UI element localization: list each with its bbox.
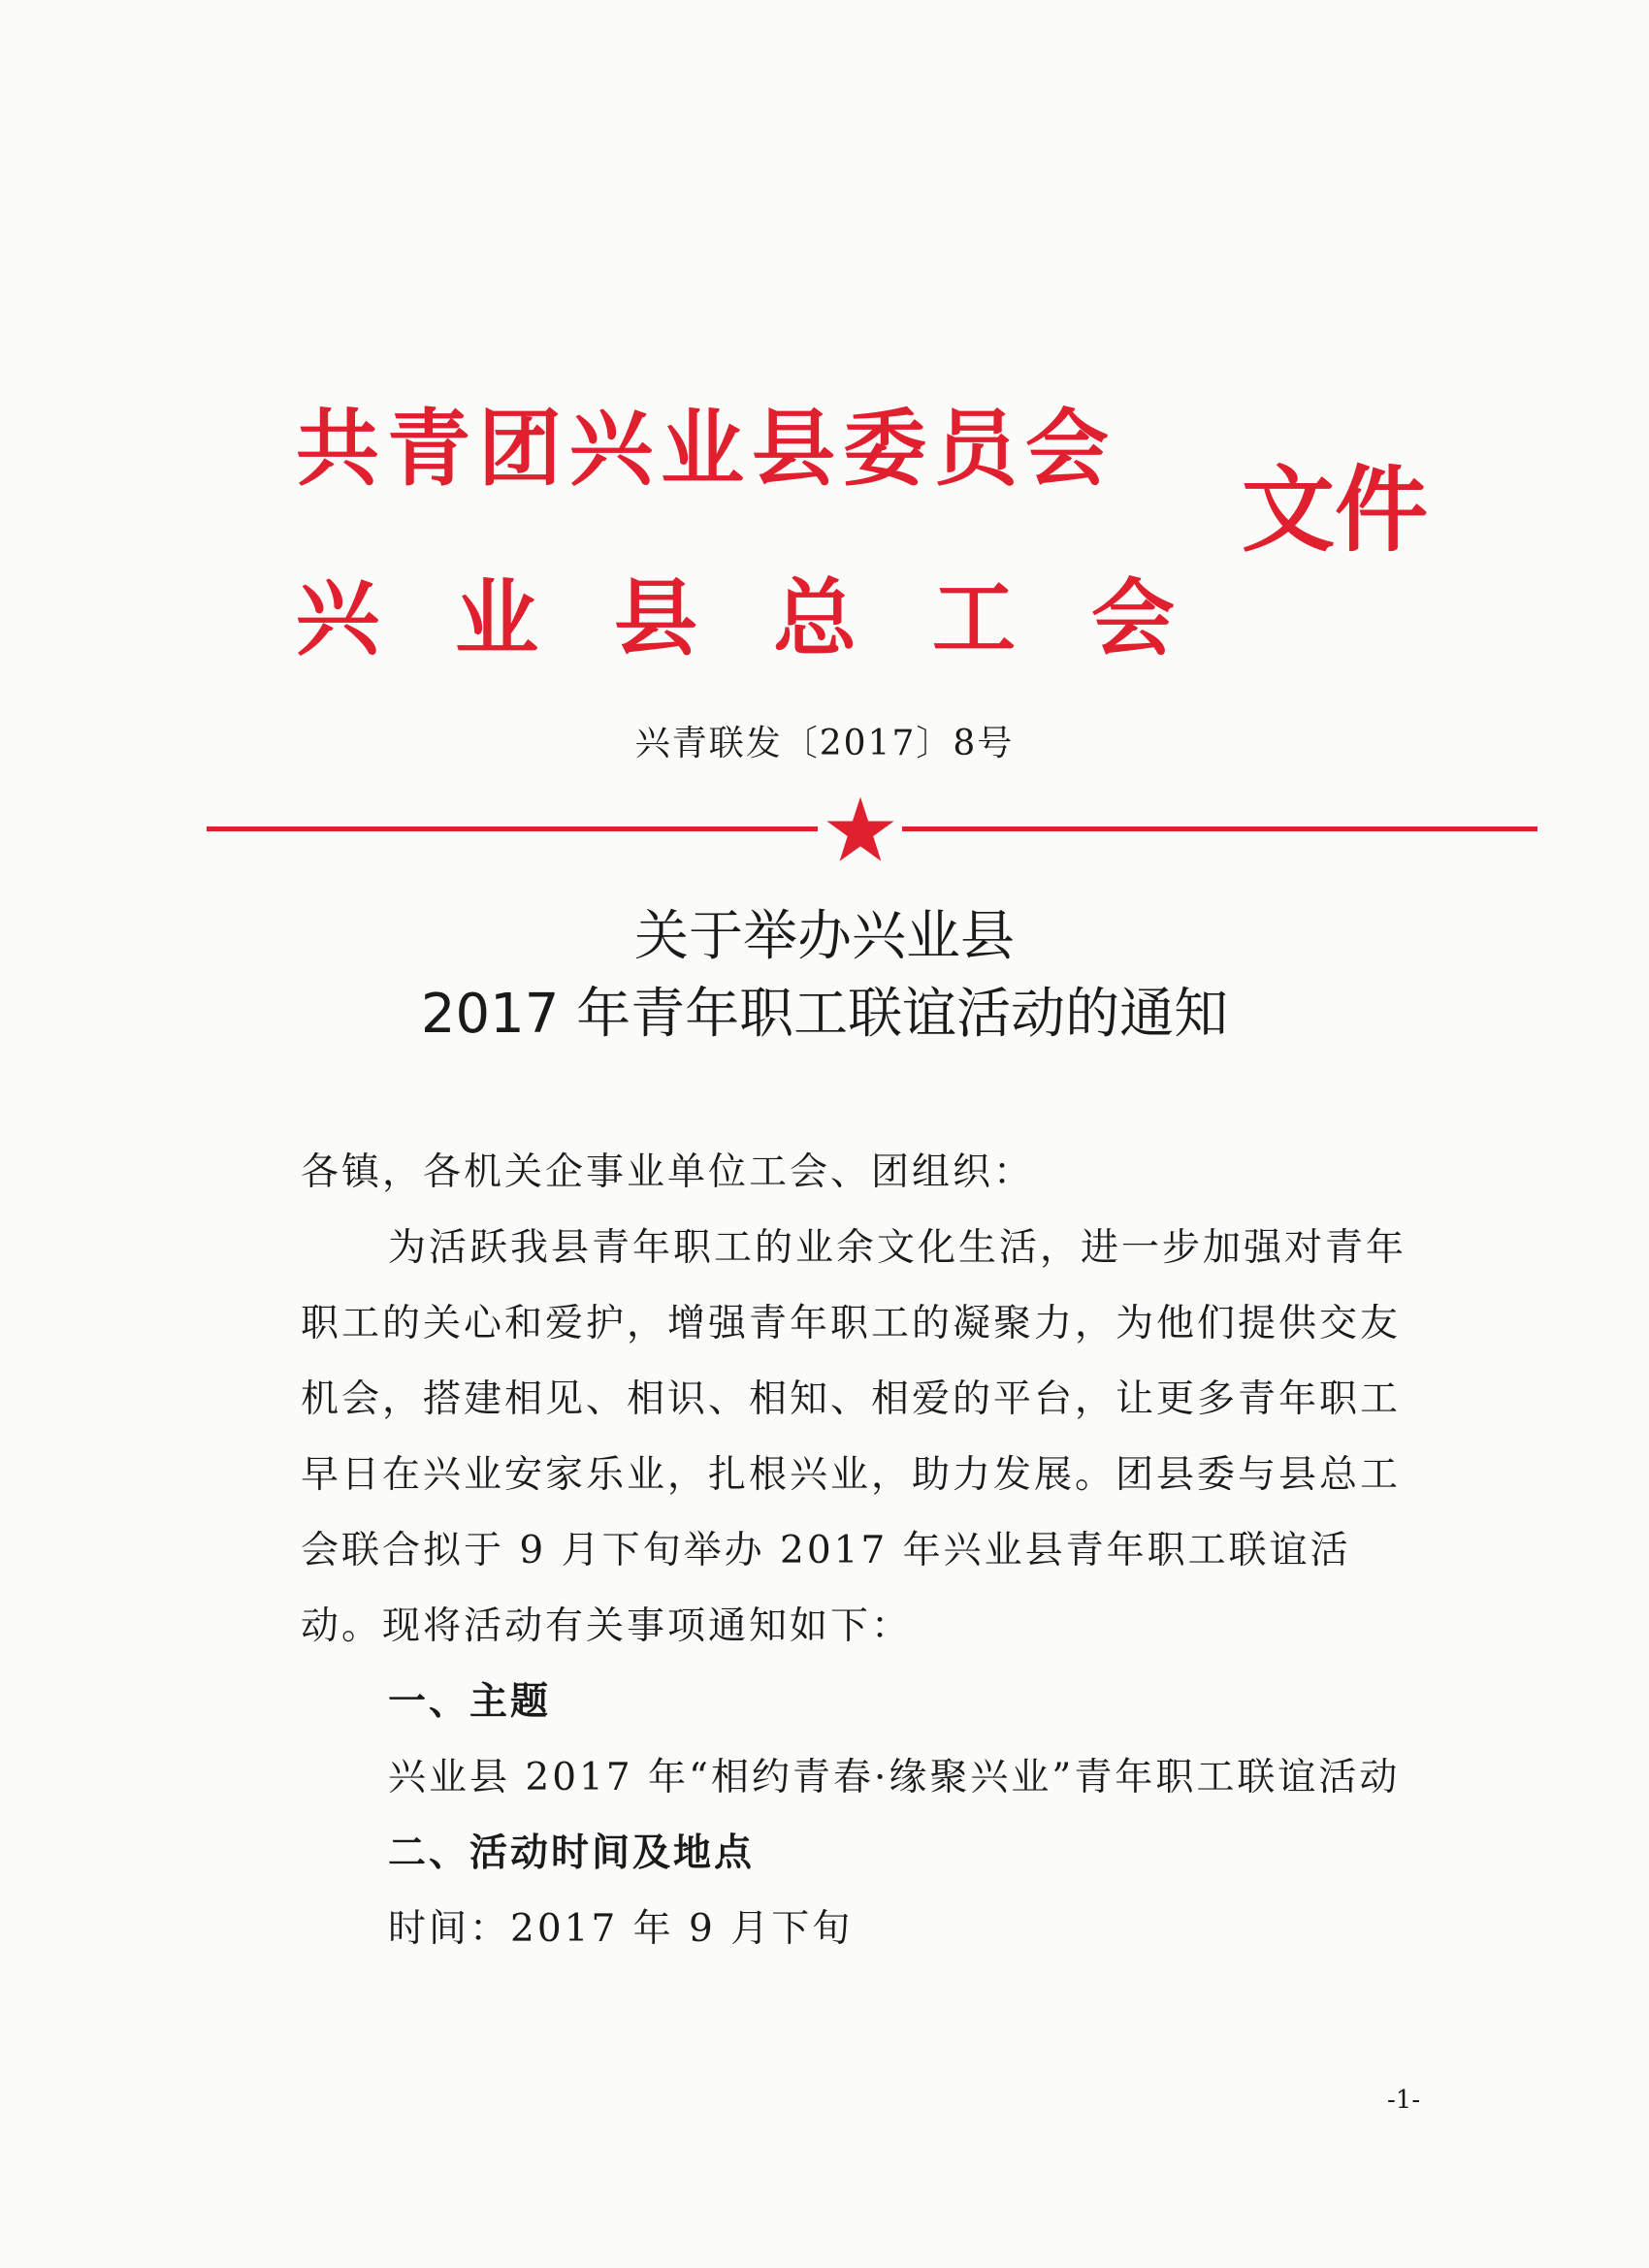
- intro-paragraph: 为活跃我县青年职工的业余文化生活，进一步加强对青年职工的关心和爱护，增强青年职工的凝聚力，为他们提供交友机会，搭建相见、相识、相知、相爱的平台，让更多青年职工早日在兴业安家乐业，扎根兴业，助力发展。团县委与县总工会联合拟于 9 月下旬举办 2017 年兴业县青年职工联谊活动。现将活动有关事项通知如下：: [301, 1226, 1407, 1648]
- section-2-heading: 二、活动时间及地点: [388, 1831, 756, 1875]
- notice-body: [301, 1135, 1426, 1967]
- document-label: 文件: [1242, 456, 1428, 565]
- issuer-line-2: 兴业县总工会: [296, 570, 1250, 667]
- notice-title-line-2: 2017 年青年职工联谊活动的通知: [420, 983, 1229, 1046]
- red-star-icon: [824, 795, 896, 863]
- section-2-time: 时间：2017 年 9 月下旬: [388, 1907, 854, 1951]
- section-1-heading: 一、主题: [388, 1680, 552, 1724]
- notice-title-line-1: 关于举办兴业县: [634, 905, 1015, 968]
- document-number: 兴青联发〔2017〕8号: [634, 724, 1015, 763]
- page-number: -1-: [1387, 2086, 1421, 2115]
- red-separator-left: [207, 826, 818, 831]
- red-separator-right: [902, 826, 1537, 831]
- section-1-text: 兴业县 2017 年“相约青春·缘聚兴业”青年职工联谊活动: [388, 1756, 1401, 1799]
- salutation: 各镇，各机关企事业单位工会、团组织：: [301, 1150, 1035, 1194]
- issuer-line-1: 共青团兴业县委员会: [296, 401, 1116, 498]
